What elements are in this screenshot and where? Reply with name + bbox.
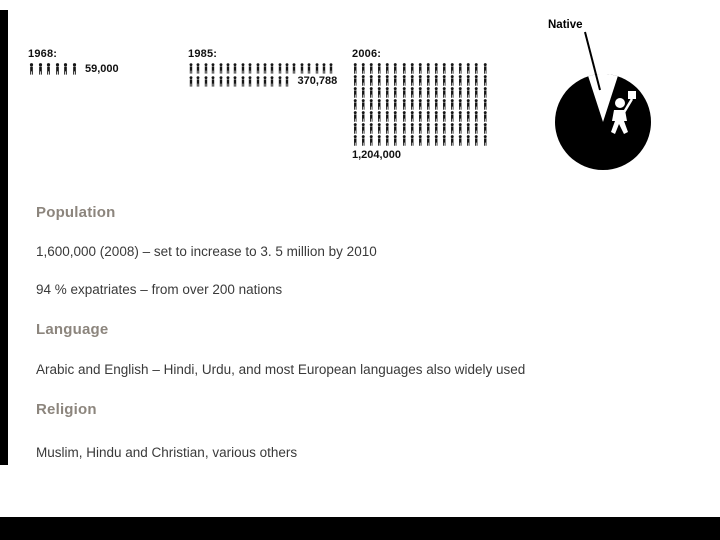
person-icon bbox=[321, 63, 327, 74]
bottom-accent-bar bbox=[0, 517, 720, 540]
person-icon bbox=[401, 135, 408, 146]
person-icon bbox=[314, 63, 320, 74]
person-icon bbox=[255, 63, 261, 74]
person-icon bbox=[401, 87, 408, 98]
person-icon bbox=[473, 135, 480, 146]
person-icon bbox=[441, 111, 448, 122]
person-icon bbox=[37, 63, 44, 75]
person-icon bbox=[417, 99, 424, 110]
person-icon bbox=[482, 87, 489, 98]
person-icon bbox=[417, 135, 424, 146]
person-icon bbox=[195, 63, 201, 74]
person-icon bbox=[352, 111, 359, 122]
pictograph-icon-row bbox=[352, 123, 488, 134]
person-icon bbox=[433, 99, 440, 110]
person-icon bbox=[247, 76, 253, 87]
person-icon bbox=[392, 123, 399, 134]
population-line-1: 1,600,000 (2008) – set to increase to 3. 5 million by 2010 bbox=[36, 244, 377, 259]
pictograph-icon-row bbox=[352, 87, 488, 98]
native-pie-chart bbox=[540, 30, 670, 178]
person-icon bbox=[401, 123, 408, 134]
pictograph-icon-row bbox=[188, 75, 337, 87]
person-icon bbox=[465, 63, 472, 74]
person-icon bbox=[240, 76, 246, 87]
pictograph-icon-row bbox=[352, 63, 488, 74]
person-icon bbox=[255, 76, 261, 87]
person-icon bbox=[376, 75, 383, 86]
pictograph-group-1968 bbox=[28, 48, 119, 76]
person-icon bbox=[368, 123, 375, 134]
person-icon bbox=[269, 63, 275, 74]
person-icon bbox=[465, 135, 472, 146]
person-icon bbox=[225, 76, 231, 87]
pictograph-year-label: 1968: bbox=[28, 48, 58, 60]
person-icon bbox=[384, 123, 391, 134]
person-icon bbox=[376, 123, 383, 134]
pictograph-year-label: 1985: bbox=[188, 48, 218, 60]
person-icon bbox=[441, 87, 448, 98]
pictograph-value: 59,000 bbox=[85, 63, 119, 75]
person-icon bbox=[232, 63, 238, 74]
person-icon bbox=[203, 63, 209, 74]
person-icon bbox=[360, 99, 367, 110]
person-icon bbox=[425, 135, 432, 146]
person-icon bbox=[225, 63, 231, 74]
person-icon bbox=[401, 111, 408, 122]
person-icon bbox=[262, 76, 268, 87]
person-icon bbox=[409, 75, 416, 86]
person-icon bbox=[368, 111, 375, 122]
person-icon bbox=[425, 123, 432, 134]
person-icon bbox=[409, 87, 416, 98]
person-icon bbox=[417, 75, 424, 86]
person-icon bbox=[376, 87, 383, 98]
person-icon bbox=[441, 135, 448, 146]
left-accent-bar bbox=[0, 10, 8, 465]
person-icon bbox=[425, 111, 432, 122]
person-icon bbox=[384, 75, 391, 86]
person-icon bbox=[352, 99, 359, 110]
person-icon bbox=[352, 135, 359, 146]
person-icon bbox=[409, 135, 416, 146]
person-icon bbox=[376, 135, 383, 146]
person-icon bbox=[409, 111, 416, 122]
pictograph-icons-2006 bbox=[352, 63, 488, 146]
person-icon bbox=[62, 63, 69, 75]
pictograph-group-2006 bbox=[352, 48, 488, 161]
person-icon bbox=[425, 63, 432, 74]
person-icon bbox=[457, 123, 464, 134]
section-heading-religion: Religion bbox=[36, 401, 97, 418]
pictograph-value: 370,788 bbox=[297, 75, 338, 87]
person-icon bbox=[368, 87, 375, 98]
person-icon bbox=[368, 75, 375, 86]
person-icon bbox=[449, 63, 456, 74]
person-icon bbox=[465, 75, 472, 86]
person-icon bbox=[210, 63, 216, 74]
person-icon bbox=[352, 63, 359, 74]
person-icon bbox=[28, 63, 35, 75]
population-line-2: 94 % expatriates – from over 200 nations bbox=[36, 282, 283, 297]
person-icon bbox=[352, 123, 359, 134]
person-icon bbox=[482, 123, 489, 134]
person-icon bbox=[384, 63, 391, 74]
person-icon bbox=[284, 76, 290, 87]
person-icon bbox=[360, 63, 367, 74]
person-icon bbox=[376, 99, 383, 110]
person-icon bbox=[352, 75, 359, 86]
person-icon bbox=[482, 99, 489, 110]
person-icon bbox=[262, 63, 268, 74]
person-icon bbox=[291, 63, 297, 74]
pictograph-icon-row bbox=[352, 75, 488, 86]
person-icon bbox=[449, 123, 456, 134]
person-icon bbox=[465, 99, 472, 110]
person-icon bbox=[203, 76, 209, 87]
person-icon bbox=[457, 111, 464, 122]
person-icon bbox=[417, 123, 424, 134]
person-icon bbox=[360, 87, 367, 98]
person-icon bbox=[417, 63, 424, 74]
person-icon bbox=[328, 63, 334, 74]
section-heading-population: Population bbox=[36, 204, 116, 221]
person-icon bbox=[360, 111, 367, 122]
person-icon bbox=[473, 111, 480, 122]
person-icon bbox=[433, 75, 440, 86]
person-icon bbox=[384, 111, 391, 122]
person-icon bbox=[71, 63, 78, 75]
person-icon bbox=[482, 75, 489, 86]
person-icon bbox=[368, 135, 375, 146]
person-icon bbox=[482, 63, 489, 74]
person-icon bbox=[392, 75, 399, 86]
pictograph-icon-row bbox=[28, 63, 119, 75]
person-icon bbox=[277, 63, 283, 74]
person-icon bbox=[425, 99, 432, 110]
person-icon bbox=[306, 63, 312, 74]
person-icon bbox=[433, 111, 440, 122]
person-icon bbox=[441, 63, 448, 74]
person-icon bbox=[433, 87, 440, 98]
person-icon bbox=[401, 63, 408, 74]
person-icon bbox=[482, 135, 489, 146]
person-icon bbox=[457, 87, 464, 98]
person-icon bbox=[277, 76, 283, 87]
person-icon bbox=[368, 63, 375, 74]
person-icon bbox=[195, 76, 201, 87]
person-icon bbox=[299, 63, 305, 74]
person-icon bbox=[449, 111, 456, 122]
person-icon bbox=[240, 63, 246, 74]
language-line-1: Arabic and English – Hindi, Urdu, and most European languages also widely used bbox=[36, 362, 526, 377]
person-icon bbox=[473, 87, 480, 98]
person-icon bbox=[218, 76, 224, 87]
pictograph-icons-1968 bbox=[28, 63, 119, 75]
person-icon bbox=[433, 63, 440, 74]
person-icon bbox=[449, 87, 456, 98]
person-icon bbox=[425, 87, 432, 98]
person-icon bbox=[457, 135, 464, 146]
pictograph-year-label: 2006: bbox=[352, 48, 382, 60]
person-icon bbox=[352, 87, 359, 98]
person-icon bbox=[392, 135, 399, 146]
person-icon bbox=[465, 111, 472, 122]
person-icon bbox=[401, 99, 408, 110]
pictograph-icon-row bbox=[352, 111, 488, 122]
person-icon bbox=[392, 63, 399, 74]
person-icon bbox=[409, 63, 416, 74]
pictograph-icon-row bbox=[352, 135, 488, 146]
person-icon bbox=[54, 63, 61, 75]
person-icon bbox=[360, 75, 367, 86]
person-icon bbox=[441, 75, 448, 86]
person-icon bbox=[409, 123, 416, 134]
person-icon bbox=[360, 123, 367, 134]
religion-line-1: Muslim, Hindu and Christian, various others bbox=[36, 445, 298, 460]
person-icon bbox=[449, 75, 456, 86]
person-icon bbox=[376, 111, 383, 122]
person-icon bbox=[409, 99, 416, 110]
person-icon bbox=[392, 111, 399, 122]
section-heading-language: Language bbox=[36, 321, 109, 338]
person-icon bbox=[401, 75, 408, 86]
person-icon bbox=[457, 99, 464, 110]
person-icon bbox=[392, 99, 399, 110]
pictograph-group-1985 bbox=[188, 48, 337, 88]
person-icon bbox=[392, 87, 399, 98]
person-icon bbox=[368, 99, 375, 110]
person-icon bbox=[269, 76, 275, 87]
person-icon bbox=[473, 123, 480, 134]
person-icon bbox=[384, 87, 391, 98]
pictograph-value: 1,204,000 bbox=[352, 149, 401, 161]
person-icon bbox=[218, 63, 224, 74]
person-icon bbox=[482, 111, 489, 122]
person-icon bbox=[417, 111, 424, 122]
person-icon bbox=[384, 99, 391, 110]
person-icon bbox=[284, 63, 290, 74]
person-icon bbox=[465, 123, 472, 134]
person-icon bbox=[473, 75, 480, 86]
pictograph-icon-row bbox=[188, 63, 337, 74]
person-icon bbox=[384, 135, 391, 146]
person-icon bbox=[465, 87, 472, 98]
person-icon bbox=[441, 99, 448, 110]
person-icon bbox=[360, 135, 367, 146]
person-icon bbox=[210, 76, 216, 87]
person-icon bbox=[45, 63, 52, 75]
person-icon bbox=[433, 123, 440, 134]
person-icon bbox=[473, 63, 480, 74]
person-icon bbox=[188, 63, 194, 74]
person-icon bbox=[376, 63, 383, 74]
person-icon bbox=[425, 75, 432, 86]
person-icon bbox=[433, 135, 440, 146]
pictograph-icons-1985 bbox=[188, 63, 337, 87]
pie-native-label: Native bbox=[548, 19, 583, 31]
person-icon bbox=[457, 63, 464, 74]
person-icon bbox=[441, 123, 448, 134]
person-icon bbox=[247, 63, 253, 74]
person-icon bbox=[188, 76, 194, 87]
pictograph-icon-row bbox=[352, 99, 488, 110]
person-icon bbox=[473, 99, 480, 110]
person-icon bbox=[232, 76, 238, 87]
person-icon bbox=[449, 99, 456, 110]
person-icon bbox=[449, 135, 456, 146]
person-icon bbox=[417, 87, 424, 98]
person-icon bbox=[457, 75, 464, 86]
